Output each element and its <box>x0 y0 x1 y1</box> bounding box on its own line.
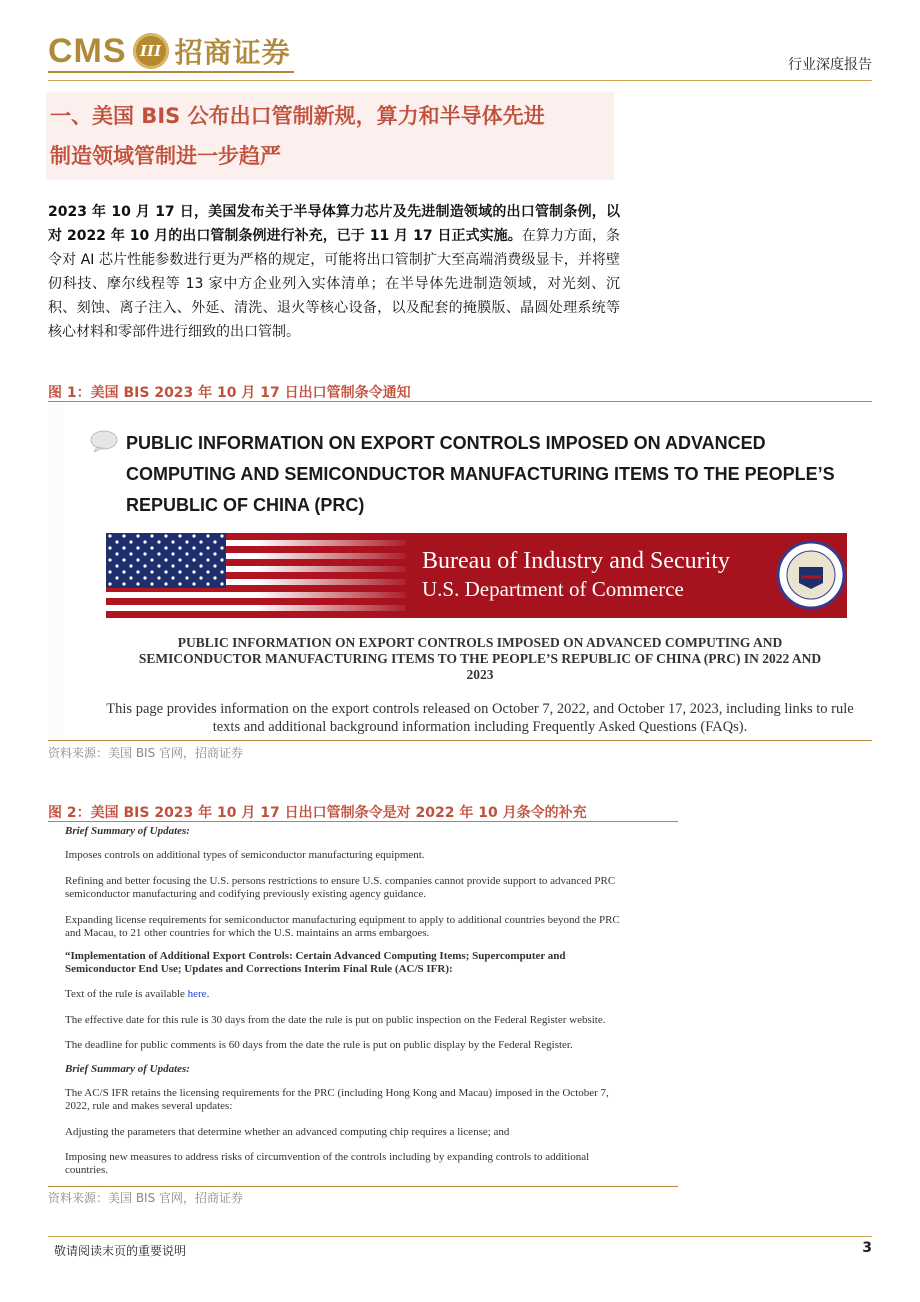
paragraph-bold-lead: 2023 年 10 月 17 日，美国发布关于半导体算力芯片及先进制造领域的出口管制条例，以对 2022 年 10 月的出口管制条例进行补充，已于 11 月 17 日正式实施。 <box>48 204 620 244</box>
logo-seal-icon: III <box>133 33 169 69</box>
section-title-line1: 一、美国 BIS 公布出口管制新规，算力和半导体先进 <box>50 104 545 128</box>
figure1-title-line3: REPUBLIC OF CHINA (PRC) <box>126 495 365 515</box>
summary-item-3-line1: Expanding license requirements for semiconductor manufacturing equipment to apply to additional countries beyond the PRC <box>65 914 620 926</box>
rule-title-line2: Semiconductor End Use; Updates and Corrections Interim Final Rule (AC/S IFR): <box>65 963 453 975</box>
logo-underline <box>48 71 294 73</box>
figure2-caption: 图 2：美国 BIS 2023 年 10 月 17 日出口管制条令是对 2022 年 10 月条令的补充 <box>48 805 587 821</box>
figure2-top-rule <box>48 821 678 822</box>
summary-heading-2: Brief Summary of Updates: <box>65 1063 190 1075</box>
page-number: 3 <box>862 1240 872 1256</box>
retain-line1: The AC/S IFR retains the licensing requirements for the PRC (including Hong Kong and Macau) imposed in the October 7, <box>65 1087 609 1099</box>
rule-text-prefix: Text of the rule is available <box>65 988 188 1000</box>
figure1-description <box>84 700 876 736</box>
speech-bubble-icon <box>90 430 118 452</box>
figure1-heading-line1: PUBLIC INFORMATION ON EXPORT CONTROLS IMPOSED ON ADVANCED COMPUTING AND <box>177 635 783 650</box>
summary-item-3 <box>65 914 677 940</box>
summary-heading-1: Brief Summary of Updates: <box>65 825 190 837</box>
figure1-title-line1: PUBLIC INFORMATION ON EXPORT CONTROLS IMPOSED ON ADVANCED <box>126 433 766 453</box>
bis-banner <box>106 533 847 618</box>
section-title <box>50 96 616 176</box>
summary-item-2-line2: semiconductor manufacturing and codifying previously existing agency guidance. <box>65 888 427 900</box>
figure1-title-line2: COMPUTING AND SEMICONDUCTOR MANUFACTURING ITEMS TO THE PEOPLE’S <box>126 464 835 484</box>
figure1-source: 资料来源：美国 BIS 官网，招商证券 <box>48 746 244 760</box>
impose-item <box>65 1151 677 1177</box>
figure2-source: 资料来源：美国 BIS 官网，招商证券 <box>48 1191 244 1205</box>
logo-latin-text: CMS <box>48 31 127 70</box>
rule-text-link[interactable]: here <box>187 988 207 1000</box>
figure1-heading <box>90 635 870 683</box>
header-divider <box>48 80 872 81</box>
figure1-desc-line2: texts and additional background information including Frequently Asked Questions (FAQs). <box>212 719 748 735</box>
figure1-title <box>126 428 886 521</box>
rule-text-availability <box>65 988 677 1001</box>
rule-text-suffix: . <box>206 988 210 1000</box>
summary-item-1: Imposes controls on additional types of semiconductor manufacturing equipment. <box>65 849 425 861</box>
figure1-desc-line1: This page provides information on the export controls released on October 7, 2022, and October 17, 2023, including links to rule <box>106 701 854 717</box>
retain-statement <box>65 1087 677 1113</box>
figure1-heading-line2: SEMICONDUCTOR MANUFACTURING ITEMS TO THE PEOPLE’S REPUBLIC OF CHINA (PRC) IN 2022 AND <box>138 651 822 666</box>
banner-line2: U.S. Department of Commerce <box>422 577 684 601</box>
summary-item-2 <box>65 875 677 901</box>
figure1-caption: 图 1：美国 BIS 2023 年 10 月 17 日出口管制条令通知 <box>48 385 411 401</box>
footer-notice: 敬请阅读末页的重要说明 <box>54 1244 187 1258</box>
adjust-item: Adjusting the parameters that determine whether an advanced computing chip requires a license; and <box>65 1126 510 1138</box>
summary-item-2-line1: Refining and better focusing the U.S. persons restrictions to ensure U.S. companies cannot provide support to advanced PRC <box>65 875 616 887</box>
report-type: 行业深度报告 <box>788 57 872 73</box>
body-paragraph <box>48 200 620 344</box>
american-flag-icon <box>106 533 847 618</box>
rule-title <box>65 950 677 976</box>
impose-line1: Imposing new measures to address risks of circumvention of the controls including by expanding controls to additional <box>65 1151 590 1163</box>
impose-line2: countries. <box>65 1164 109 1176</box>
footer-divider <box>48 1236 872 1237</box>
summary-item-3-line2: and Macau, to 21 other countries for which the U.S. maintains an arms embargoes. <box>65 927 430 939</box>
rule-title-line1: “Implementation of Additional Export Controls: Certain Advanced Computing Items; Supercomputer and <box>65 950 566 962</box>
banner-line1: Bureau of Industry and Security <box>422 548 730 574</box>
effective-date: The effective date for this rule is 30 days from the date the rule is put on public inspection on the Federal Register website. <box>65 1014 606 1026</box>
figure2-bottom-rule <box>48 1186 678 1187</box>
figure1-bottom-rule <box>48 740 872 741</box>
paragraph-text: 在算力方面，条令对 AI 芯片性能参数进行更为严格的规定，可能将出口管制扩大至高端消费级显卡，并将壁仞科技、摩尔线程等 13 家中方企业列入实体清单；在半导体先进制造领域，对光刻、沉积、刻蚀、离子注入、外延、清洗、退火等核心设备，以及配套的掩膜版、晶圆处理系统等核心材料和零部件进行细致的出口管制。 <box>48 228 621 340</box>
company-logo <box>48 30 291 72</box>
comment-deadline: The deadline for public comments is 60 days from the date the rule is put on public display by the Federal Register. <box>65 1039 573 1051</box>
section-title-line2: 制造领域管制进一步趋严 <box>50 144 281 168</box>
logo-chinese-text: 招商证券 <box>174 36 291 69</box>
figure1-heading-line3: 2023 <box>466 667 494 682</box>
retain-line2: 2022, rule and makes several updates: <box>65 1100 233 1112</box>
